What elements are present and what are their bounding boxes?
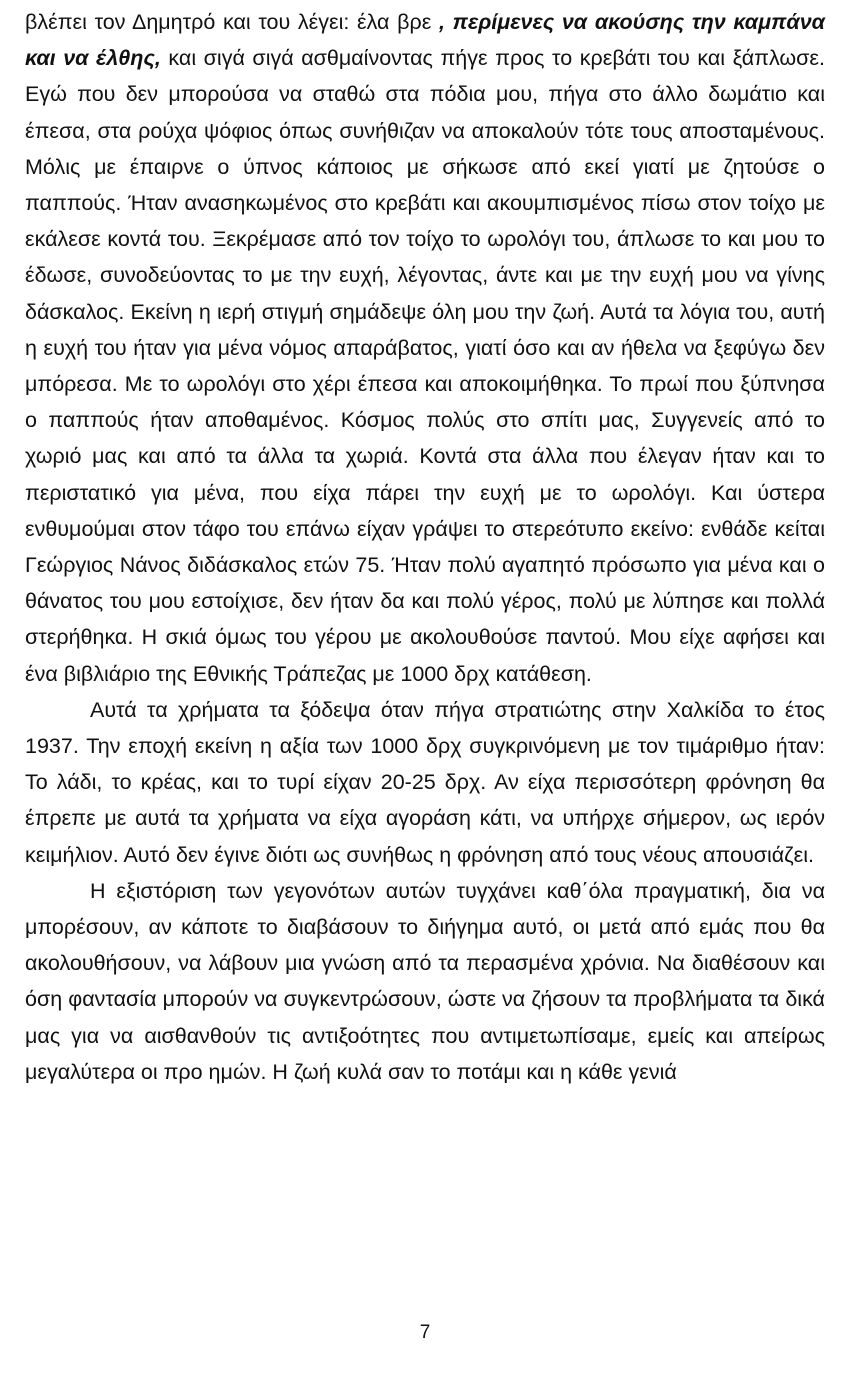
paragraph-1-start: βλέπει τον Δημητρό και του λέγει: έλα βρε [25,10,439,34]
page-number: 7 [419,1322,431,1343]
paragraph-1 [25,4,825,692]
document-page [25,4,825,1090]
paragraph-3: Η εξιστόριση των γεγονότων αυτών τυγχάνει καθ΄όλα πραγματική, δια να μπορέσουν, αν κάποτε το διαβάσουν το διήγημα αυτό, οι μετά από εμάς που θα ακολουθήσουν, να λάβουν μια γνώση από τα περασμένα χρόνια. Να διαθέσουν και όση φαντασία μπορούν να συγκεντρώσουν, ώστε να ζήσουν τα προβλήματα τα δικά μας για να αισθανθούν τις αντιξοότητες που αντιμετωπίσαμε, εμείς και απείρως μεγαλύτερα οι προ ημών. Η ζωή κυλά σαν το ποτάμι και η κάθε γενιά [25,878,825,1084]
paragraph-1-rest: και σιγά σιγά ασθμαίνοντας πήγε προς το κρεβάτι του και ξάπλωσε. Εγώ που δεν μπορούσα να σταθώ στα πόδια μου, πήγα στο άλλο δωμάτιο και έπεσα, στα ρούχα ψόφιος όπως συνήθιζαν να αποκαλούν τότε τους αποσταμένους. Μόλις με έπαιρνε ο ύπνος κάποιος με σήκωσε από εκεί γιατί με ζητούσε ο παππούς. Ήταν ανασηκωμένος στο κρεβάτι και ακουμπισμένος πίσω στον τοίχο με εκάλεσε κοντά του. Ξεκρέμασε από τον τοίχο το ωρολόγι του, άπλωσε το και μου το έδωσε, συνοδεύοντας το με την ευχή, λέγοντας, άντε και με την ευχή μου να γίνης δάσκαλος. Εκείνη η ιερή στιγμή σημάδεψε όλη μου την ζωή. Αυτά τα λόγια του, αυτή η ευχή του ήταν για μένα νόμος απαράβατος, γιατί όσο και αν ήθελα να ξεφύγω δεν μπόρεσα. Με το ωρολόγι στο χέρι έπεσα και αποκοιμήθηκα. Το πρωί που ξύπνησα ο παππούς ήταν αποθαμένος. Κόσμος πολύς στο σπίτι μας, Συγγενείς από το χωριό μας και από τα άλλα τα χωριά. Κοντά στα άλλα που έλεγαν ήταν και το περιστατικό για μένα, που είχα πάρει την ευχή με το ωρολόγι. Και ύστερα ενθυμούμαι στον τάφο του επάνω είχαν γράψει το στερεότυπο εκείνο: ενθάδε κείται Γεώργιος Νάνος διδάσκαλος ετών 75. Ήταν πολύ αγαπητό πρόσωπο για μένα και ο θάνατος του μου εστοίχισε, δεν ήταν δα και πολύ γέρος, πολύ με λύπησε και πολλά στερήθηκα. Η σκιά όμως του γέρου με ακολουθούσε παντού. Μου είχε αφήσει και ένα βιβλιάριο της Εθνικής Τράπεζας με 1000 δρχ κατάθεση. [25,46,825,686]
paragraph-2: Αυτά τα χρήματα τα ξόδεψα όταν πήγα στρατιώτης στην Χαλκίδα το έτος 1937. Την εποχή εκείνη η αξία των 1000 δρχ συγκρινόμενη με τον τιμάριθμο ήταν: Το λάδι, το κρέας, και το τυρί είχαν 20-25 δρχ. Αν είχα περισσότερη φρόνηση θα έπρεπε με αυτά τα χρήματα να είχα αγοράση κάτι, να υπήρχε σήμερον, ως ιερόν κειμήλιον. Αυτό δεν έγινε διότι ως συνήθως η φρόνηση από τους νέους απουσιάζει. [25,697,825,867]
paragraph-1-emphasis: , περίμενες να ακούσης την καμπάνα και να έλθης, [25,10,825,71]
